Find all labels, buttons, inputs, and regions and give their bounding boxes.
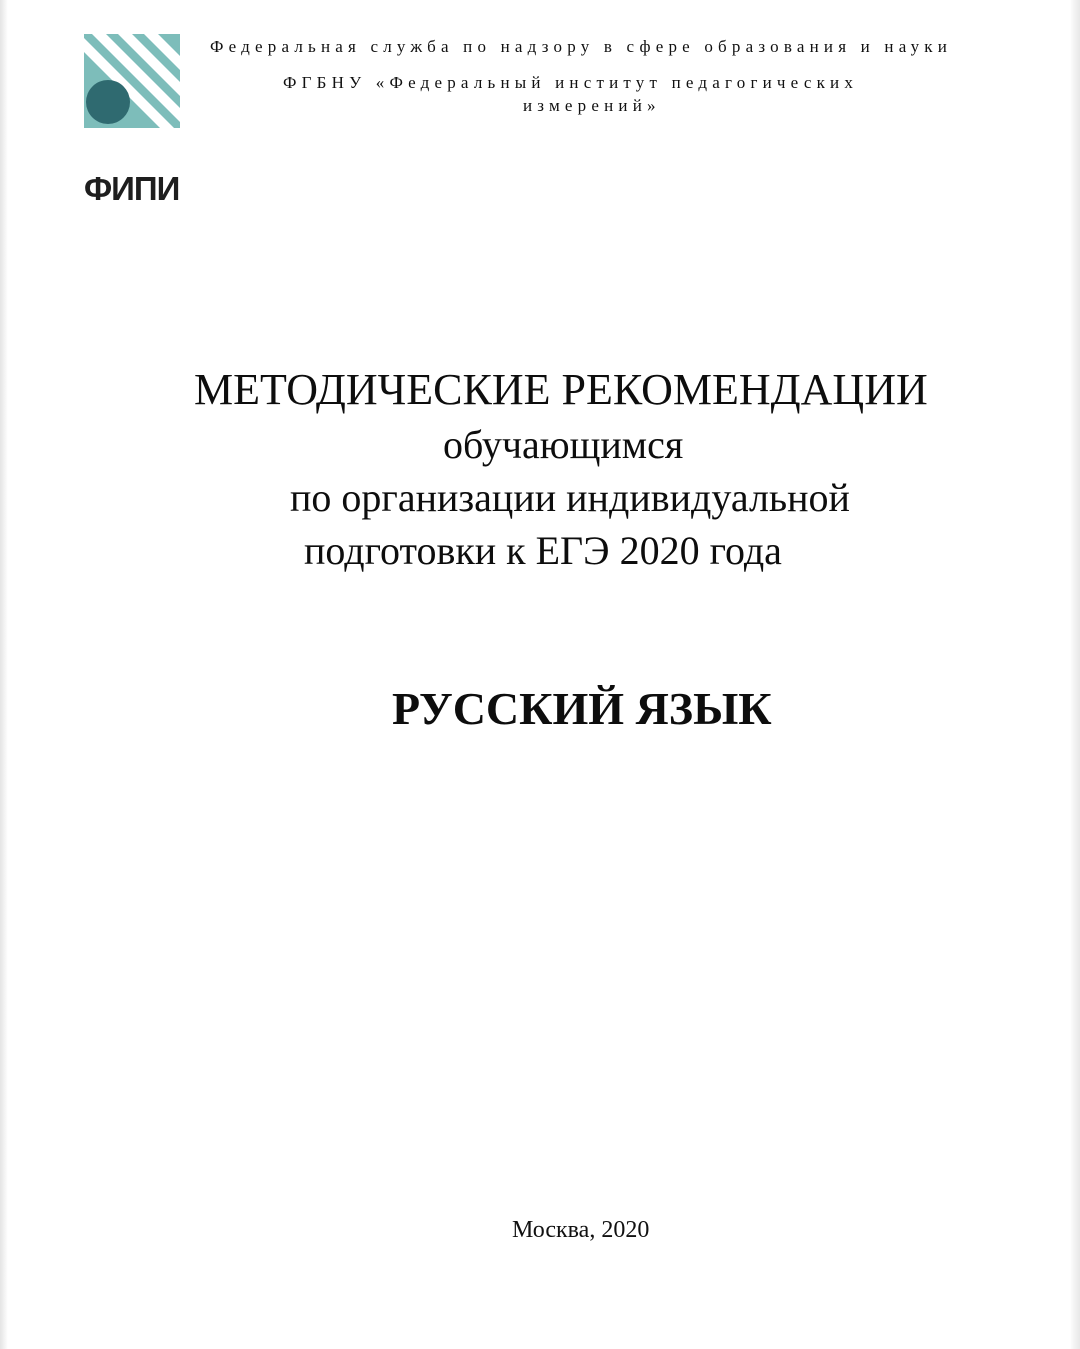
document-title: МЕТОДИЧЕСКИЕ РЕКОМЕНДАЦИИ <box>194 365 928 414</box>
page-left-edge <box>0 0 8 1349</box>
logo-text: ФИПИ <box>84 170 180 207</box>
page-right-edge <box>1070 0 1080 1349</box>
place-and-year: Москва, 2020 <box>512 1217 650 1243</box>
subject-heading: РУССКИЙ ЯЗЫК <box>392 683 772 734</box>
document-subtitle-line3: подготовки к ЕГЭ 2020 года <box>304 528 782 573</box>
fipi-logo <box>84 34 184 207</box>
institute-name-line2: измерений» <box>523 96 661 115</box>
agency-name: Федеральная служба по надзору в сфере образования и науки <box>210 37 953 56</box>
institute-name-line1: ФГБНУ «Федеральный институт педагогических <box>283 73 859 92</box>
document-subtitle-line2: по организации индивидуальной <box>290 475 850 520</box>
fipi-logo-icon <box>84 34 180 128</box>
document-subtitle-line1: обучающимся <box>443 422 684 467</box>
